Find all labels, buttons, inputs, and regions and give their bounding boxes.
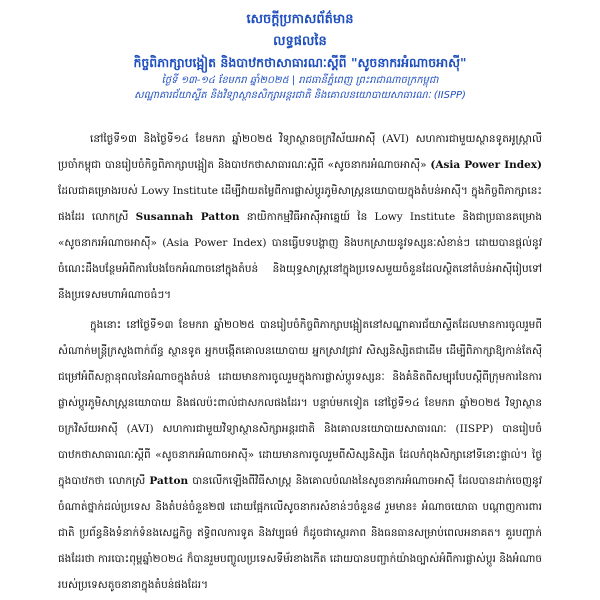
event-title: កិច្ចពិភាក្សាបង្អៀត និងបាឋកថាសាធារណៈស្តីពី "សូចនាករអំណាចអាស៊ី": [133, 54, 467, 70]
paragraph-1-text-b: ដែលជាគម្រោងរបស់ Lowy Institute ដើម្បីវាយតម្លៃពីការផ្លាស់ប្តូរភូមិសាស្ត្រនយោបាយក្នុងតំបន់អាស៊ី។ ក្នុងកិច្ចពិភាក្សានេះផងដែរ លោកស្រី: [58, 185, 542, 224]
event-venue: សណ្ឋាគារជ័យាស្ទីត និងវិទ្យាស្ថានសិក្សាអន្តរជាតិ និងគោលនយោបាយសាធារណៈ (IISPP): [134, 89, 466, 101]
asia-power-index-term: (Asia Power Index): [430, 159, 543, 172]
paragraph-1-text-a: នៅថ្ងៃទី១៣ និងថ្ងៃទី១៤ ខែមករា ឆ្នាំ២០២៥ វិទ្យាស្ថានចក្រវិស័យអាស៊ី (AVI) សហការជាមួយស្ថានទូតអូស្ត្រាលីប្រចាំកម្ពុជា បានរៀបចំកិច្ចពិភាក្សាបង្អៀត និងបាឋកថាសាធារណៈស្តីពី «សូចនាករអំណាចអាស៊ី»: [58, 133, 542, 172]
paragraph-2-text-b: បានលើកឡើងពីវិធីសាស្ត្រ និងគោលបំណងនៃសូចនាករអំណាចអាស៊ី ដែលបានដាក់ចេញនូវចំណាត់ថ្នាក់ដល់ប្រទេស និងតំបន់ចំនួន២៧ ដោយផ្អែកលើសូចនាករសំខាន់ៗចំនួន៨ រួមមាន៖ អំណាចយោធា បណ្តាញការពារជាតិ ប្រព័ន្ធនិងទំនាក់ទំនងសេដ្ឋកិច្ច ឥទ្ធិពលការទូត និងវប្បធម៌ ក៏ដូចជាស្ថេរភាព និងធនធានសម្រាប់ពេលអនាគត។ គួរបញ្ជាក់ផងដែរថា ការបោះពុម្ពឆ្នាំ២០២៤ ក៏បានរួមបញ្ចូលប្រទេសទីម័រខាងកើត ដោយបានបញ្ជាក់យ៉ាងច្បាស់អំពីការផ្លាស់ប្តូរ និងអំណាចរបស់ប្រទេសតូចនានាក្នុងតំបន់ផងដែរ។: [58, 475, 543, 592]
body-paragraph-2: [58, 312, 542, 598]
paragraph-2-text-a: ក្នុងនោះ នៅថ្ងៃទី១៣ ខែមករា ឆ្នាំ២០២៥ បានរៀបចំកិច្ចពិភាក្សាបង្អៀតនៅសណ្ឋាគារជ័យាស្ទីតដែលមានការចូលរួមពីសំណាក់មន្ត្រីក្រសួងពាក់ព័ន្ធ ស្ថានទូត អ្នកបង្កើតគោលនយោបាយ អ្នកស្រាវជ្រាវ សិស្សនិស្សិតជាដើម ដើម្បីពិភាក្សាឱ្យកាន់តែស៊ីជម្រៅអំពីសក្តានុពលនៃអំណាចក្នុងតំបន់ ដោយមានការចូលរួមក្នុងការផ្លាស់ប្តូរទស្សនៈ និងគំនិតពីសម្បុរបែបស្តីពីក្រុមការនៃការផ្លាស់ប្តូរភូមិសាស្ត្រនយោបាយ និងផលប៉ះពាល់ជាសកលផងដែរ។ បន្ទាប់មកទៀត នៅថ្ងៃទី១៤ ខែមករា ឆ្នាំ២០២៥ វិទ្យាស្ថានចក្រវិស័យអាស៊ី (AVI) សហការជាមួយវិទ្យាស្ថានសិក្សាអន្តរជាតិ និងគោលនយោបាយសាធារណៈ (IISPP) បានរៀបចំបាឋកថាសាធារណៈស្តីពី «សូចនាករអំណាចអាស៊ី» ដោយមានការចូលរួមពីសិស្សនិស្សិត ដែលកំពុងសិក្សានៅទីនោះផ្ទាល់។ ថ្ងៃក្នុងបាឋកថា លោកស្រី: [58, 319, 542, 488]
press-release-header: [58, 12, 542, 102]
body-paragraph-1: [58, 126, 542, 308]
press-release-body: [58, 126, 542, 598]
press-release-subtitle: លទ្ធផលនៃ: [273, 34, 327, 50]
speaker-surname: Patton: [149, 475, 189, 488]
event-dateline: ថ្ងៃទី ១៣-១៤ ខែមករា ឆ្នាំ២០២៥ | រាជធានីភ្នំពេញ ព្រះរាជាណាចក្រកម្ពុជា: [161, 75, 439, 87]
speaker-name: Susannah Patton: [135, 211, 240, 224]
press-release-title: សេចក្តីប្រកាសព័ត៌មាន: [246, 12, 354, 27]
paragraph-1-text-c: នាយិកាកម្មវិធីអាស៊ីអាគ្នេយ៍ នៃ Lowy Institute និងជាប្រធានគម្រោង «សូចនាករអំណាចអាស៊ី» (Asia Power Index) បានធ្វើបទបង្ហាញ និងបកស្រាយនូវទស្សនៈសំខាន់ៗ ដោយបានផ្តល់នូវចំណេះដឹងបន្ថែមអំពីការបែងចែកអំណាចនៅក្នុងតំបន់ និងយុទ្ធសាស្ត្រនៅក្នុងប្រទេសមួយចំនួនដែលស្ថិតនៅតំបន់អាស៊ីរៀបទៅនឹងប្រទេសមហាអំណាចធំៗ។: [58, 211, 542, 302]
